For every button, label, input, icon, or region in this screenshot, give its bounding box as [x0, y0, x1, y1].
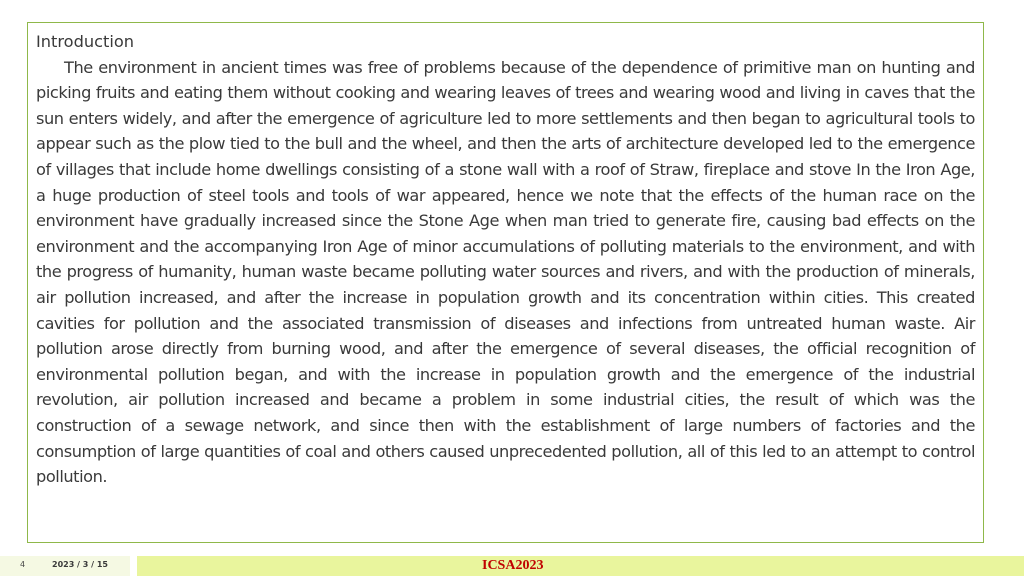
content-frame [27, 22, 984, 543]
section-heading: Introduction [36, 32, 135, 51]
slide-number: 4 [20, 560, 26, 569]
footer-bar [137, 556, 1024, 576]
body-paragraph: The environment in ancient times was free of problems because of the dependence of primitive man on hunting and picking fruits and eating them without cooking and wearing leaves of trees and wearing wood and living in caves that the sun enters widely, and after the emergence of agriculture led to more settlements and then began to agricultural tools to appear such as the plow tied to the bull and the wheel, and then the arts of architecture developed led to the emergence of villages that include home dwellings consisting of a stone wall with a roof of Straw, fireplace and stove In the Iron Age, a huge production of steel tools and tools of war appeared, hence we note that the effects of the human race on the environment have gradually increased since the Stone Age when man tried to generate fire, causing bad effects on the environment and the accompanying Iron Age of minor accumulations of polluting materials to the environment, and with the progress of humanity, human waste became polluting water sources and rivers, and with the production of minerals, air pollution increased, and after the increase in population growth and its concentration within cities. This created cavities for pollution and the associated transmission of diseases and infections from untreated human waste. Air pollution arose directly from burning wood, and after the emergence of several diseases, the official recognition of environmental pollution began, and with the increase in population growth and the emergence of the industrial revolution, air pollution increased and became a problem in some industrial cities, the result of which was the construction of a sewage network, and since then with the establishment of large numbers of factories and the consumption of large quantities of coal and others caused unprecedented pollution, all of this led to an attempt to control pollution. [36, 57, 975, 487]
slide-footer [0, 556, 1024, 576]
conference-name: ICSA2023 [482, 558, 544, 573]
slide-date: 2023 / 3 / 15 [52, 560, 108, 569]
